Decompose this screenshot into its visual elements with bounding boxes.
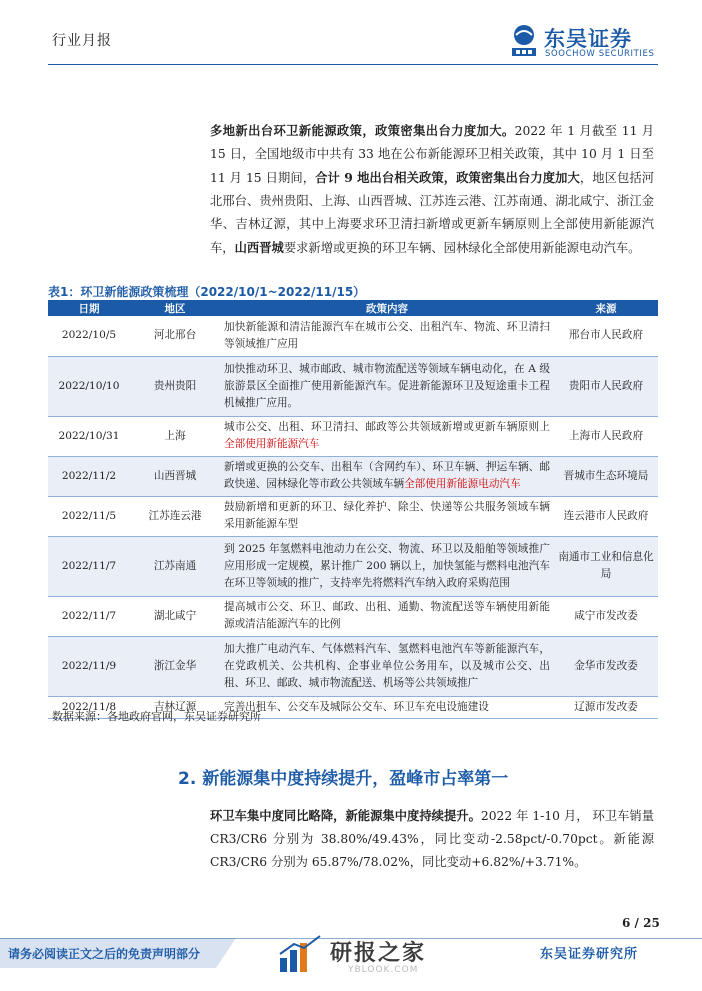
- intro-lead: 多地新出台环卫新能源政策，政策密集出台力度加大。: [210, 123, 515, 138]
- cell-policy: [220, 636, 554, 696]
- cell-policy: [220, 316, 554, 356]
- intro-paragraph: [210, 119, 654, 260]
- col-header-source: 来源: [554, 300, 658, 316]
- table-row: [48, 496, 658, 536]
- col-header-policy: 政策内容: [220, 300, 554, 316]
- table-row: [48, 536, 658, 596]
- cell-region: 浙江金华: [130, 636, 220, 696]
- cell-source: 辽源市发改委: [554, 696, 658, 718]
- table-row: [48, 596, 658, 636]
- page-number: 6 / 25: [622, 916, 660, 930]
- cell-source: 上海市人民政府: [554, 416, 658, 456]
- cell-region: 湖北咸宁: [130, 596, 220, 636]
- cell-date: 2022/10/31: [48, 416, 130, 456]
- intro-text-3: 要求新增或更换的环卫车辆、园林绿化全部使用新能源电动汽车。: [283, 241, 641, 255]
- table-title: 表1：环卫新能源政策梳理（2022/10/1~2022/11/15）: [48, 285, 366, 299]
- cell-source: 咸宁市发改委: [554, 596, 658, 636]
- policy-text: 加快新能源和清洁能源汽车在城市公交、出租汽车、物流、环卫清扫等领域推广应用: [224, 320, 550, 350]
- cell-date: 2022/10/10: [48, 356, 130, 416]
- cell-date: 2022/11/9: [48, 636, 130, 696]
- policy-text: 到 2025 年氢燃料电池动力在公交、物流、环卫以及船舶等领域推广应用形成一定规模，累计推广 200 辆以上，加快氢能与燃料电池汽车在环卫等领域的推广，支持率先将燃料汽车纳入政府采购范围: [224, 542, 550, 589]
- cell-date: 2022/11/7: [48, 596, 130, 636]
- footer-org: 东吴证券研究所: [540, 947, 639, 962]
- cell-source: 晋城市生态环境局: [554, 456, 658, 496]
- watermark-text: 研报之家: [330, 941, 427, 966]
- cell-date: 2022/11/7: [48, 536, 130, 596]
- report-type-label: 行业月报: [52, 33, 112, 49]
- cell-date: 2022/11/2: [48, 456, 130, 496]
- section-lead: 环卫车集中度同比略降，新能源集中度持续提升。: [210, 808, 481, 823]
- col-header-date: 日期: [48, 300, 130, 316]
- footer-disclaimer: 请务必阅读正文之后的免责声明部分: [8, 947, 201, 961]
- policy-text: 完善出租车、公交车及城际公交车、环卫车充电设施建设: [224, 700, 489, 713]
- cell-source: 贵阳市人民政府: [554, 356, 658, 416]
- cell-policy: [220, 536, 554, 596]
- policy-text: 鼓励新增和更新的环卫、绿化养护、除尘、快递等公共服务领域车辆采用新能源车型: [224, 501, 550, 530]
- intro-text-1: 2022 年 1 月截至 11 月 15 日，全国地级市中共有 33 地在公布新能源环卫相关政策，其中 10 月 1 日至 11 月 15 日期间，: [210, 124, 654, 185]
- section-paragraph: [210, 804, 654, 874]
- policy-text: 城市公交、出租、环卫清扫、邮政等公共领域新增或更新车辆原则上: [224, 421, 550, 433]
- logo-mark-icon: [510, 24, 538, 58]
- col-header-region: 地区: [130, 300, 220, 316]
- watermark-url: YBLOOK.COM: [348, 965, 419, 975]
- cell-region: 江苏连云港: [130, 496, 220, 536]
- table-header-row: [48, 300, 658, 316]
- watermark: [278, 930, 458, 980]
- watermark-chart-icon: [278, 934, 324, 974]
- cell-region: 河北邢台: [130, 316, 220, 356]
- intro-bold-2: 合计 9 地出台相关政策，政策密集出台力度加大: [315, 170, 580, 185]
- table-row: [48, 356, 658, 416]
- cell-policy: [220, 356, 554, 416]
- policy-text: 加大推广电动汽车、气体燃料汽车、氢燃料电池汽车等新能源汽车，在党政机关、公共机构、企事业单位公务用车，以及城市公交、出租、环卫、邮政、城市物流配送、机场等公共领域推广: [224, 642, 550, 689]
- cell-policy: [220, 416, 554, 456]
- cell-region: 上海: [130, 416, 220, 456]
- brand-logo: [510, 22, 660, 62]
- cell-date: 2022/11/8: [48, 696, 130, 718]
- policy-text: 新增或更换的公交车、出租车（含网约车）、环卫车辆、押运车辆、邮政快递、园林绿化等市政公共领域车辆: [224, 461, 550, 490]
- policy-highlight: 全部使用新能源电动汽车: [404, 478, 521, 490]
- policy-text: 提高城市公交、环卫、邮政、出租、通勤、物流配送等车辆使用新能源或清洁能源汽车的比例: [224, 601, 550, 630]
- cell-date: 2022/11/5: [48, 496, 130, 536]
- table-row: [48, 636, 658, 696]
- cell-region: 贵州贵阳: [130, 356, 220, 416]
- cell-policy: [220, 496, 554, 536]
- cell-source: 南通市工业和信息化局: [554, 536, 658, 596]
- cell-policy: [220, 456, 554, 496]
- cell-date: 2022/10/5: [48, 316, 130, 356]
- policy-highlight: 全部使用新能源汽车: [224, 438, 320, 450]
- policy-table: [48, 300, 658, 719]
- logo-text-en: SOOCHOW SECURITIES: [545, 49, 655, 59]
- section-body: 2022 年 1-10 月， 环卫车销量 CR3/CR6 分别为 38.80%/49.43%，同比变动-2.58pct/-0.70pct。新能源 CR3/CR6 分别为 65.87%/78.02%，同比变动+6.82%/+3.71%。: [210, 809, 654, 869]
- table-source-note: 数据来源：各地政府官网，东吴证券研究所: [52, 710, 261, 723]
- cell-source: 金华市发改委: [554, 636, 658, 696]
- cell-policy: [220, 596, 554, 636]
- table-row: [48, 456, 658, 496]
- cell-source: 邢台市人民政府: [554, 316, 658, 356]
- intro-bold-3: 山西晋城: [234, 240, 284, 255]
- cell-region: 吉林辽源: [130, 696, 220, 718]
- cell-region: 江苏南通: [130, 536, 220, 596]
- cell-policy: [220, 696, 554, 718]
- logo-text-cn: 东吴证券: [544, 27, 632, 51]
- cell-region: 山西晋城: [130, 456, 220, 496]
- header-divider: [48, 64, 658, 65]
- intro-text-2: ，地区包括河北邢台、贵州贵阳、上海、山西晋城、江苏连云港、江苏南通、湖北咸宁、浙江金华、吉林辽源，其中上海要求环卫清扫新增或更新车辆原则上全部使用新能源汽车，: [210, 171, 654, 255]
- table-row: [48, 316, 658, 356]
- policy-text: 加快推动环卫、城市邮政、城市物流配送等领域车辆电动化，在 A 级旅游景区全面推广使用新能源汽车。促进新能源环卫及短途重卡工程机械推广应用。: [224, 362, 550, 409]
- table-row: [48, 416, 658, 456]
- cell-source: 连云港市人民政府: [554, 496, 658, 536]
- section-heading: 2. 新能源集中度持续提升，盈峰市占率第一: [178, 769, 509, 789]
